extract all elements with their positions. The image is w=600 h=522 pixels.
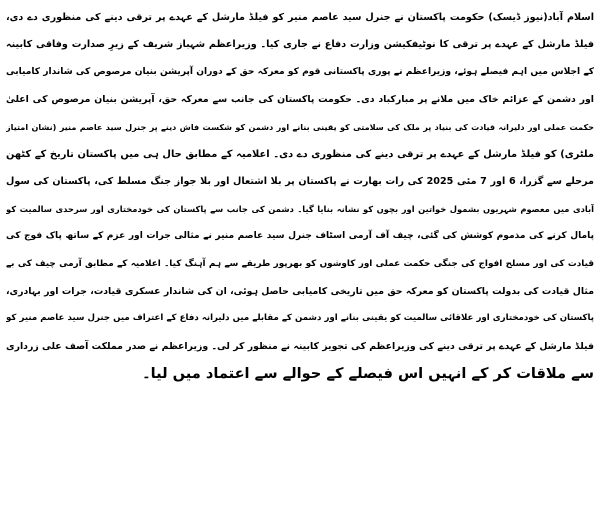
article-line: فیلڈ مارشل کے عہدے پر ترقی دینے کی وزیراعظم کی تجویز کابینہ نے منظور کر لی۔ وزیراعظم نے صدر مملکت آصف علی زرداری [6,340,594,352]
article-line: آبادی میں معصوم شہریوں بشمول خواتین اور بچوں کو نشانہ بنایا گیا۔ دشمن کی جانب سے پاکستان کی خودمختاری اور سرحدی سالمیت کو [6,203,594,214]
article-line: مثال قیادت کی بدولت پاکستان کو معرکہ حق میں تاریخی کامیابی حاصل ہوئی، ان کی شاندار عسکری قیادت، جرات اور بہادری، [6,285,594,297]
article-line: حکمت عملی اور دلیرانہ قیادت کی بنیاد پر ملک کی سلامتی کو یقینی بنانے اور دشمن کو شکست فاش دینے پر جنرل سید عاصم منیر (نشان امتیاز [6,121,594,132]
article-line: اور دشمن کے عزائم خاک میں ملانے پر مبارکباد دی۔ حکومت پاکستان کی جانب سے معرکہ حق، آپریشن بنیان مرصوص کی اعلیٰ [6,94,594,106]
article-line: کے اجلاس میں اہم فیصلے ہوئے، وزیراعظم نے پوری پاکستانی قوم کو معرکہ حق کے دوران آپریشن بنیان مرصوص کی شاندار کامیابی [6,66,594,77]
article-line: مرحلے سے گزرا، 6 اور 7 مئی 2025 کی رات بھارت نے پاکستان پر بلا اشتعال اور بلا جواز جنگ مسلط کی، پاکستان کی سول [6,176,594,188]
article-line: فیلڈ مارشل کے عہدے پر ترقی کا نوٹیفکیشن وزارت دفاع نے جاری کیا۔ وزیراعظم شہباز شریف کے زیرِ صدارت وفاقی کابینہ [6,39,594,51]
article-line: پاکستان کی خودمختاری اور علاقائی سالمیت کو یقینی بنانے اور دشمن کے مقابلے میں دلیرانہ دفاع کے اعتراف میں جنرل سید عاصم منیر کو [6,313,594,324]
article-line: قیادت کی اور مسلح افواج کی جنگی حکمت عملی اور کاوشوں کو بھرپور طریقے سے ہم آہنگ کیا۔ اعلامیہ کے مطابق آرمی چیف کی بے [6,258,594,269]
article-line: ملٹری) کو فیلڈ مارشل کے عہدے پر ترقی دینے کی منظوری دے دی۔ اعلامیہ کے مطابق حال ہی میں پاکستان تاریخ کے کٹھن [6,148,594,160]
article-line: اسلام آباد(نیوز ڈیسک) حکومت پاکستان نے جنرل سید عاصم منیر کو فیلڈ مارشل کے عہدے پر ترقی دینے کی منظوری دے دی، [6,12,594,23]
article-line: پامال کرنے کی مذموم کوشش کی گئی، چیف آف آرمی اسٹاف جنرل سید عاصم منیر نے مثالی جرات اور عزم کے ساتھ پاک فوج کی [6,231,594,242]
article-line: سے ملاقات کر کے انہیں اس فیصلے کے حوالے سے اعتماد میں لیا۔ [142,365,594,383]
